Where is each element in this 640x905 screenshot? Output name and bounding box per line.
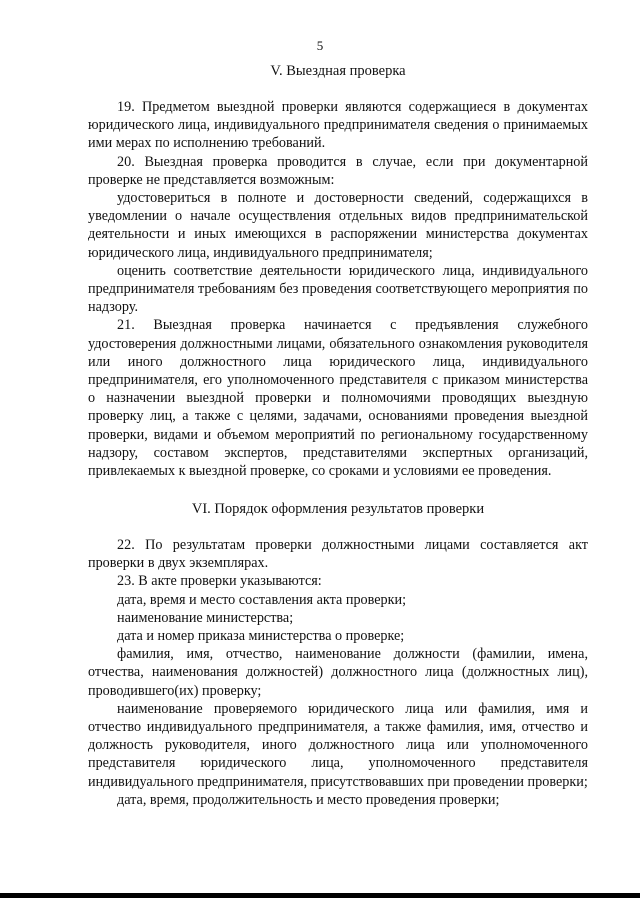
paragraph-20-item-1: удостовериться в полноте и достоверности сведений, содержащихся в уведомлении о начале осуществления отдельных видов предпринимательской деятельности и иных имеющихся в распоряжении министерства документах юридического лица, индивидуального предпринимателя;	[88, 190, 588, 261]
section-v-body	[88, 98, 588, 480]
page-number: 5	[316, 38, 324, 53]
paragraph-21: 21. Выездная проверка начинается с предъявления служебного удостоверения должностными лицами, обязательного ознакомления руководителя или иного должностного лица юридического лица, индивидуального предпринимателя, его уполномоченного представителя с приказом министерства о назначении выездной проверки и полномочиями проводящих выездную проверку лиц, а также с целями, задачами, основаниями проведения выездной проверки, видами и объемом мероприятий по региональному государственному надзору, составом экспертов, представителями экспертных организаций, привлекаемых к выездной проверке, со сроками и условиями ее проведения.	[88, 317, 588, 480]
paragraph-23-item-2: наименование министерства;	[117, 609, 294, 626]
section-heading-v: V. Выездная проверка	[270, 63, 406, 79]
section-heading-vi: VI. Порядок оформления результатов проверки	[191, 501, 485, 517]
paragraph-23-item-6: дата, время, продолжительность и место проведения проверки;	[117, 791, 500, 808]
paragraph-23-item-5: наименование проверяемого юридического лица или фамилия, имя и отчество индивидуального предпринимателя, а также фамилия, имя, отчество и должность руководителя, иного должностного лица или уполномоченного представителя юридического лица, уполномоченного представителя индивидуального предпринимателя, присутствовавших при проведении проверки;	[88, 700, 588, 790]
scan-bottom-edge	[0, 893, 640, 898]
paragraph-22: 22. По результатам проверки должностными лицами составляется акт проверки в двух экземплярах.	[88, 537, 588, 572]
paragraph-23: 23. В акте проверки указываются:	[117, 573, 322, 590]
paragraph-19: 19. Предметом выездной проверки являются содержащиеся в документах юридического лица, индивидуального предпринимателя сведения о принимаемых ими мерах по исполнению требований.	[88, 99, 588, 152]
paragraph-20: 20. Выездная проверка проводится в случае, если при документарной проверке не представляется возможным:	[88, 153, 588, 188]
paragraph-20-item-2: оценить соответствие деятельности юридического лица, индивидуального предпринимателя требованиям без проведения соответствующего мероприятия по надзору.	[88, 262, 588, 316]
paragraph-23-item-4: фамилия, имя, отчество, наименование должности (фамилии, имена, отчества, наименования должностей) должностного лица (должностных лиц), проводившего(их) проверку;	[88, 646, 588, 699]
paragraph-23-item-3: дата и номер приказа министерства о проверке;	[117, 628, 405, 645]
section-vi-body	[88, 536, 588, 809]
paragraph-23-item-1: дата, время и место составления акта проверки;	[117, 591, 407, 608]
